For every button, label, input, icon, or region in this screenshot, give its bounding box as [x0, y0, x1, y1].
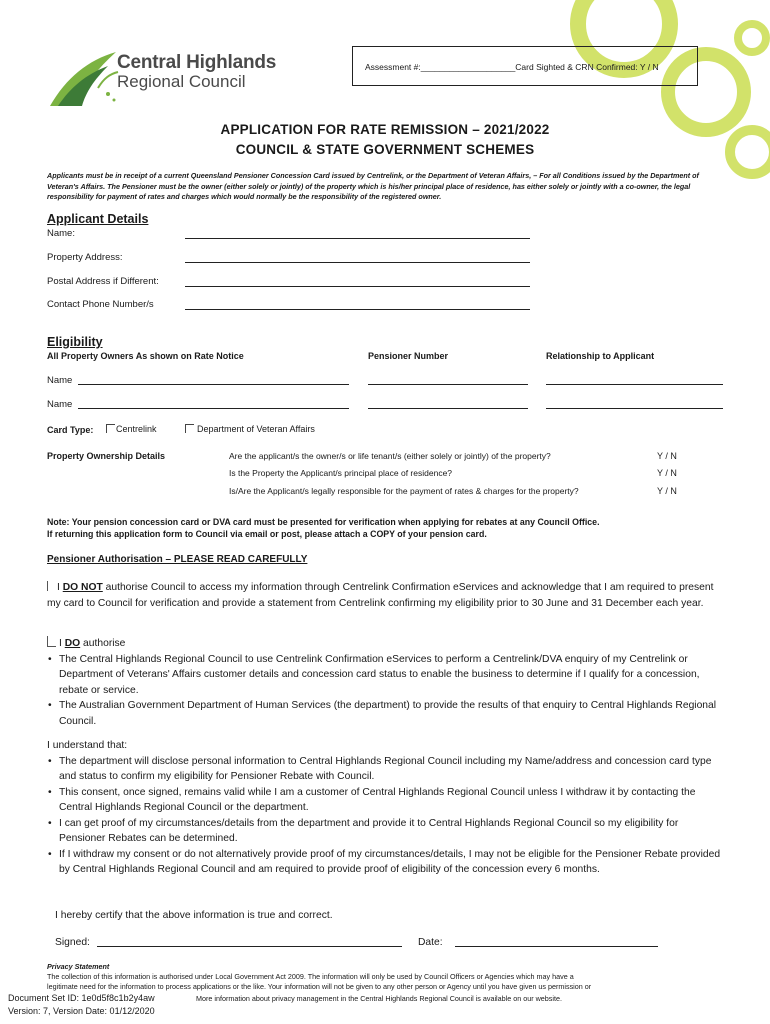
dva-checkbox[interactable]	[185, 424, 194, 433]
centrelink-label: Centrelink	[116, 424, 157, 434]
version-info: Version: 7, Version Date: 01/12/2020	[8, 1006, 155, 1016]
list-item: • This consent, once signed, remains valid while I am a customer of Central Highlands Regional Council unless I withdraw it by contacting the Central Highlands Regional Council or the department.	[47, 785, 727, 816]
do-not-emphasis: DO NOT	[62, 582, 103, 593]
owners-column-header: All Property Owners As shown on Rate Notice	[47, 351, 244, 361]
dva-label: Department of Veteran Affairs	[197, 424, 315, 434]
owner-name-label-2: Name	[47, 399, 73, 410]
assessment-text: Assessment #:____________________Card Sighted & CRN Confirmed: Y / N	[365, 62, 659, 72]
document-id: Document Set ID: 1e0d5f8c1b2y4aw	[8, 993, 155, 1003]
question-2: Is the Property the Applicant/s principal place of residence?	[229, 468, 453, 478]
property-address-label: Property Address:	[47, 252, 123, 263]
privacy-heading: Privacy Statement	[47, 962, 110, 971]
list-item: • The department will disclose personal information to Central Highlands Regional Council including my Name/address and concession card type and status to confirm my eligibility for Pensioner Rebate with Council.	[47, 754, 727, 785]
do-not-checkbox[interactable]	[47, 581, 55, 591]
understand-bullets	[47, 754, 727, 878]
name-field[interactable]	[185, 238, 530, 239]
postal-address-label: Postal Address if Different:	[47, 276, 159, 287]
relationship-field-1[interactable]	[546, 384, 723, 385]
owner-name-field-1[interactable]	[78, 384, 349, 385]
do-bullets	[47, 652, 727, 730]
property-address-field[interactable]	[185, 262, 530, 263]
logo-title: Central Highlands	[117, 52, 277, 73]
phone-label: Contact Phone Number/s	[47, 299, 154, 310]
logo-subtitle: Regional Council	[117, 72, 246, 91]
relationship-field-2[interactable]	[546, 408, 723, 409]
signed-label: Signed:	[55, 937, 90, 948]
authorisation-heading: Pensioner Authorisation – PLEASE READ CAREFULLY	[47, 554, 308, 565]
do-authorise-line	[47, 636, 727, 652]
do-not-prefix: I	[57, 582, 63, 593]
question-1-answer[interactable]: Y / N	[657, 451, 677, 461]
pensioner-number-field-1[interactable]	[368, 384, 528, 385]
form-title: APPLICATION FOR RATE REMISSION – 2021/2022	[220, 122, 550, 137]
council-logo-icon	[48, 48, 120, 108]
question-3: Is/Are the Applicant/s legally responsible for the payment of rates & charges for the property?	[229, 486, 579, 496]
privacy-line-2: legitimate need for the information to process applications or the like. Your information will not be given to any other person or Agency until you have given us permission or	[47, 982, 592, 991]
privacy-line-1: The collection of this information is authorised under Local Government Act 2009. The information will only be used by Council Officers or Agencies which may have a	[47, 972, 574, 981]
do-text: authorise	[80, 638, 126, 649]
phone-field[interactable]	[185, 309, 530, 310]
note-line-2: If returning this application form to Council via email or post, please attach a COPY of your pension card.	[47, 529, 487, 539]
do-emphasis: DO	[64, 638, 81, 649]
privacy-more-info: More information about privacy management in the Central Highlands Regional Council is available on our website.	[196, 994, 562, 1003]
owner-name-field-2[interactable]	[78, 408, 349, 409]
pensioner-number-header: Pensioner Number	[368, 351, 449, 361]
list-item: • I can get proof of my circumstances/details from the department and provide it to Central Highlands Regional Council so my eligibility for Pensioner Rebates can be determined.	[47, 816, 727, 847]
list-item: • The Central Highlands Regional Council to use Centrelink Confirmation eServices to perform a Centrelink/DVA enquiry of my Centrelink or Department of Veterans' Affairs customer details and concession card status to enable the business to determine if I qualify for a concession, rebate or service.	[47, 652, 727, 699]
question-3-answer[interactable]: Y / N	[657, 486, 677, 496]
do-not-text: authorise Council to access my information through Centrelink Confirmation eServices and acknowledge that I am required to present my card to Council for verification and provide a statement from Centrelink confirming my eligibility prior to 30 June and 31 December each year.	[47, 582, 714, 609]
postal-address-field[interactable]	[185, 286, 530, 287]
question-1: Are the applicant/s the owner/s or life tenant/s (either solely or jointly) of the property?	[229, 451, 551, 461]
eligibility-heading: Eligibility	[47, 335, 103, 349]
understand-heading: I understand that:	[47, 740, 128, 751]
centrelink-checkbox[interactable]	[106, 424, 115, 433]
card-type-label: Card Type:	[47, 425, 94, 435]
date-field[interactable]	[455, 946, 658, 947]
question-2-answer[interactable]: Y / N	[657, 468, 677, 478]
do-authorise-block	[47, 636, 727, 729]
date-label: Date:	[418, 937, 443, 948]
signature-field[interactable]	[97, 946, 402, 947]
name-label: Name:	[47, 228, 75, 239]
certify-text: I hereby certify that the above information is true and correct.	[55, 910, 333, 921]
owner-name-label-1: Name	[47, 375, 73, 386]
understand-block	[47, 738, 727, 878]
relationship-header: Relationship to Applicant	[546, 351, 655, 361]
form-subtitle: COUNCIL & STATE GOVERNMENT SCHEMES	[235, 142, 535, 157]
do-prefix: I	[59, 638, 65, 649]
applicant-heading: Applicant Details	[47, 212, 149, 226]
ownership-label: Property Ownership Details	[47, 451, 166, 461]
do-not-authorise-paragraph	[47, 580, 727, 611]
do-checkbox[interactable]	[47, 636, 56, 647]
list-item: • If I withdraw my consent or do not alternatively provide proof of my circumstances/details, I may not be eligible for the Pensioner Rebate provided by Central Highlands Regional Council and am required to provide proof of eligibility of the concession every 6 months.	[47, 847, 727, 878]
list-item: • The Australian Government Department of Human Services (the department) to provide the results of that enquiry to Central Highlands Regional Council.	[47, 698, 727, 729]
note-line-1: Note: Your pension concession card or DVA card must be presented for verification when applying for rebates at any Council Office.	[47, 517, 600, 527]
intro-text: Applicants must be in receipt of a current Queensland Pensioner Concession Card issued by Centrelink, or the Department of Veteran Affairs, – For all Conditions issued by the Department of Veteran's Affairs. The Pensioner must be the owner (either solely or jointly) of the property which is his/her principal place of residence, has either solely or jointly with a co-owner, the legal responsibility for payment of rates and charges which would normally be the responsibility of the registered owner.	[47, 171, 699, 201]
pensioner-number-field-2[interactable]	[368, 408, 528, 409]
